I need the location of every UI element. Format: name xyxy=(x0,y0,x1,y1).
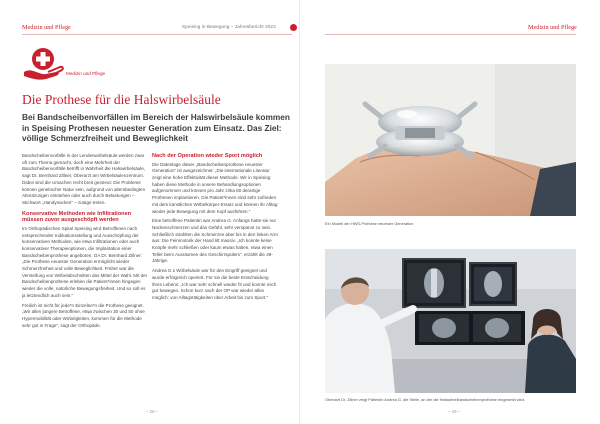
page-title: Die Prothese für die Halswirbelsäule xyxy=(22,92,221,107)
consultation-photo xyxy=(325,249,576,393)
body-paragraph: Die Datenlage dieser „Bandscheibenprothese neuester Generation“ ist ausgezeichnet: „Die internationale Literatur zeigt eine hohe Effektivität dieser Methode. Wir in Speising haben diese Methode in unsere Behandlungsoptionen aufgenommen und können pro Jahr zirka 80 derartige Prothesen implantieren. Die Patient*innen sind sehr zufrieden mit dem künstlichen Wirbelkörper-Ersatz und können ihr Alltag wieder jede Bewegung mit dem Kopf ausführen.“ xyxy=(152,161,278,214)
article-column-2 xyxy=(152,153,278,305)
body-paragraph: Eine betroffene Patientin war Andrea G. Anfangs hatte sie nur Nackenschmerzen und das Gefühl, sehr verspannt zu sein. Schließlich strahlten die Schmerzen aber bis in den linken Arm aus: Die Feinmotorik der Hand litt massiv. „Ich konnte keine Knöpfe mehr schließen oder kaum etwas halten, etwa einen Teller beim Ausräumen des Geschirrspülers“, erzählt die 49-Jährige. xyxy=(152,218,278,264)
body-paragraph: Freilich ist nicht für jede*n Einzelne*n die Prothese geeignet. „Wir allen jüngere Betroffene, etwa zwischen 30 und 50 ohne Hypermobilität oder Wirbelgleiten, kommen für die Methode sehr gut in Frage“, sagt der Orthopäde. xyxy=(22,302,145,328)
medical-care-logo xyxy=(22,45,64,83)
lead-paragraph: Bei Bandscheibenvorfällen im Bereich der Halswirbelsäule kommen in Speising Prothesen neuester Generation zum Einsatz. Das Ziel: völlige Schmerzfreiheit und Beweglichkeit xyxy=(22,112,290,144)
section-label: Medizin und Pflege xyxy=(22,24,71,31)
prosthesis-photo xyxy=(325,64,576,216)
photo-caption: Ein Modell der HWS-Prothese neuester Generation xyxy=(325,221,414,226)
logo-label: Medizin und Pflege xyxy=(66,71,106,76)
header-divider xyxy=(22,34,292,35)
subheading: Nach der Operation wieder Sport möglich xyxy=(152,153,263,159)
photo-caption: Oberarzt Dr. Zillner zeigt Patientin Andrea G. die Stelle, an der die Halswirbelbandscheibenprothese eingesetzt wird. xyxy=(325,397,526,402)
article-column-1 xyxy=(22,153,148,332)
body-paragraph: Bandscheibenvorfälle in der Lendenwirbelsäule werden zwar oft zum Thema gemacht, doch eine Mehrheit der Bandscheibenvorfälle betrifft in Wahrheit die Halswirbelsäule, sagt Dr. Bernhard Zillner, Oberarzt am Wirbelsäulenzentrum. Dabei sind die Ursachen recht breit gestreut: Die Probleme können genetischer Natur sein, aufgrund von altersbedingten Abnützungen entstehen oder auch durch Belastungen – Stichwort „Handynacken“ – zutage treten. xyxy=(22,153,146,205)
running-header: Speising in Bewegung – Jahresbericht 2023 xyxy=(182,24,276,29)
page-number: – 29 – xyxy=(448,409,461,414)
section-label: Medizin und Pflege xyxy=(528,24,577,31)
cross-hand-icon xyxy=(22,45,64,83)
page-number: – 28 – xyxy=(146,409,159,414)
body-paragraph: Andrea G.s Wirbelsäule war für den Eingriff geeignet und wurde erfolgreich operiert. Für sie die beste Entscheidung ihres Lebens: „Ich war sehr schnell wieder fit und konnte mich gut bewegen. Schon kurz nach der OP war wieder alles möglich: von Alltagstätigkeiten über Arbeit bis zum Sport.“ xyxy=(152,268,277,300)
header-divider xyxy=(325,34,576,35)
nav-circle-icon xyxy=(290,24,297,31)
body-paragraph: Im Orthopädischen Spital Speising wird Betroffenen nach entsprechender Indikationsstellung und Ausschöpfung der konservativen Methoden, wie etwa Infiltrationen oder auch konservativer Therapieoptionen, die Implantation einer Bandscheibenprothese angeboten. OA Dr. Bernhard Zillner: „Die Prothese neuester Generation ermöglicht wieder Schmerzfreiheit und volle Beweglichkeit. Früher war die Versteifung von Wirbelabschnitten das Mittel der Wahl. Mit der Bandscheibenprothese erleben die Patient*innen hingegen wieder die volle, natürliche Bewegungsfreiheit. Und so soll es ja letztendlich auch sein.“ xyxy=(22,225,148,298)
subheading: Konservative Methoden wie Infiltrationen müssen zuvor ausgeschöpft werden xyxy=(22,210,132,224)
